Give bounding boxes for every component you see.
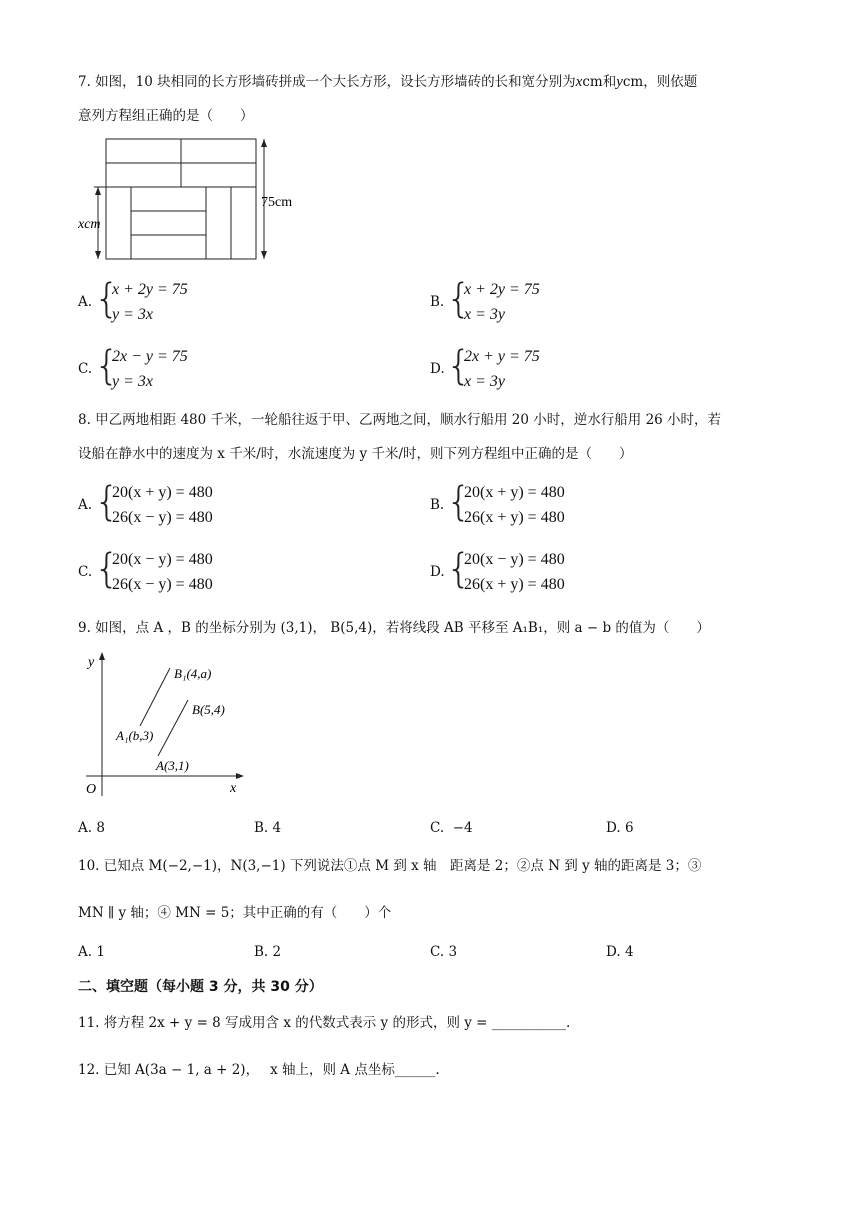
brace-icon: { [446, 276, 472, 322]
q8-option-b-letter[interactable]: B. [430, 497, 445, 513]
point-b-label: B(5,4) [192, 702, 225, 717]
q10-option-b[interactable]: B. 2 [254, 944, 282, 960]
brace-icon: { [94, 479, 120, 525]
label-xcm: xcm [78, 217, 101, 232]
q8-line2: 设船在静水中的速度为 x 千米/时，水流速度为 y 千米/时，则下列方程组中正确的是（ ） [78, 446, 633, 462]
q9-option-a[interactable]: A. 8 [78, 820, 105, 836]
q10-line1: 10. 已知点 M(−2,−1)，N(3,−1) 下列说法①点 M 到 x 轴 距离是 2；②点 N 到 y 轴的距离是 3；③ [78, 858, 702, 874]
point-a-label: A(3,1) [156, 758, 189, 773]
brace-icon: { [446, 479, 472, 525]
brace-icon: { [94, 276, 120, 322]
point-a1-label: A₁(b,3) [116, 728, 154, 743]
point-b1-label: B₁(4,a) [174, 666, 212, 681]
q8-option-c-system[interactable]: 20(x − y) = 480 26(x − y) = 480 [112, 551, 213, 593]
q8-option-d-system[interactable]: 20(x − y) = 480 26(x + y) = 480 [464, 551, 565, 593]
q9-option-d[interactable]: D. 6 [606, 820, 634, 836]
q10-line2: MN ∥ y 轴；④ MN = 5；其中正确的有（ ）个 [78, 905, 392, 921]
q9-line1: 9. 如图，点 A ，B 的坐标分别为 (3,1)， B(5,4)，若将线段 AB 平移至 A₁B₁，则 a − b 的值为（ ） [78, 620, 710, 636]
q7-option-b-system[interactable]: x + 2y = 75 x = 3y [464, 281, 540, 323]
q9-coordinate-figure [78, 648, 258, 800]
q7-brick-figure [76, 134, 316, 264]
q11-text: 11. 将方程 2x + y = 8 写成用含 x 的代数式表示 y 的形式，则 y = ___________. [78, 1015, 571, 1031]
q10-option-a[interactable]: A. 1 [78, 944, 105, 960]
q7-option-d-letter[interactable]: D. [430, 361, 445, 377]
origin-label: O [86, 782, 97, 797]
brace-icon: { [446, 343, 472, 389]
q7-option-c-letter[interactable]: C. [78, 361, 93, 377]
axis-x-label: x [230, 781, 237, 796]
brace-icon: { [94, 343, 120, 389]
q9-option-b[interactable]: B. 4 [254, 820, 282, 836]
q7-option-a-letter[interactable]: A. [78, 294, 93, 310]
brace-icon: { [94, 546, 120, 592]
q8-option-d-letter[interactable]: D. [430, 564, 445, 580]
q10-option-c[interactable]: C. 3 [430, 944, 458, 960]
q8-option-a-system[interactable]: 20(x + y) = 480 26(x − y) = 480 [112, 484, 213, 526]
q12-text: 12. 已知 A(3a − 1, a + 2)， x 轴上，则 A 点坐标______. [78, 1062, 440, 1078]
q7-line2: 意列方程组正确的是（ ） [78, 108, 254, 124]
q8-line1: 8. 甲乙两地相距 480 千米，一轮船往返于甲、乙两地之间，顺水行船用 20 小时，逆水行船用 26 小时，若 [78, 412, 722, 428]
q9-option-c[interactable]: C. −4 [430, 820, 473, 836]
label-75cm: 75cm [261, 195, 293, 210]
axis-y-label: y [88, 655, 95, 670]
q7-option-d-system[interactable]: 2x + y = 75 x = 3y [464, 348, 540, 390]
q10-option-d[interactable]: D. 4 [606, 944, 634, 960]
q8-option-b-system[interactable]: 20(x + y) = 480 26(x + y) = 480 [464, 484, 565, 526]
q7-option-c-system[interactable]: 2x − y = 75 y = 3x [112, 348, 188, 390]
section-title: 二、填空题（每小题 3 分，共 30 分） [78, 979, 323, 995]
q7-line1: 7. 如图，10 块相同的长方形墙砖拼成一个大长方形，设长方形墙砖的长和宽分别为xcm和ycm，则依题 [78, 74, 698, 90]
q7-option-a-system[interactable]: x + 2y = 75 y = 3x [112, 281, 188, 323]
q7-option-b-letter[interactable]: B. [430, 294, 445, 310]
q8-option-c-letter[interactable]: C. [78, 564, 93, 580]
brace-icon: { [446, 546, 472, 592]
q8-option-a-letter[interactable]: A. [78, 497, 93, 513]
